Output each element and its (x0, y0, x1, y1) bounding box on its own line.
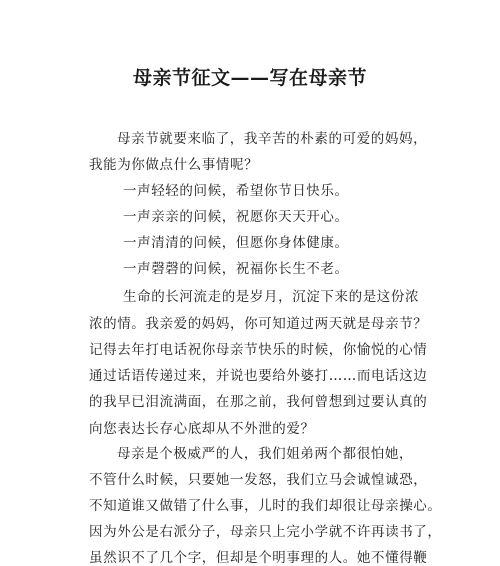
text-line: 通过话语传递过来，并说也要给外婆打……而电话这边 (89, 368, 428, 384)
text-line: 不管什么时候，只要她一发怒，我们立马会诚惶诚恐， (89, 472, 428, 488)
text-line: 向您表达长存心底却从不外泄的爱？ (89, 421, 315, 437)
text-line: 母亲是个极威严的人，我们姐弟两个都很怕她， (117, 446, 414, 462)
document-title: 母亲节征文——写在母亲节 (132, 67, 367, 89)
text-line: 浓的情。我亲爱的妈妈，你可知道过两天就是母亲节？ (89, 316, 428, 332)
text-line: 的我早已泪流满面，在那之前，我何曾想到过要认真的 (89, 394, 428, 410)
text-line: 母亲节就要来临了，我辛苦的朴素的可爱的妈妈， (117, 131, 428, 147)
text-line: 一声轻轻的问候，希望你节日快乐。 (123, 183, 349, 199)
text-line: 一声磬磬的问候，祝福你长生不老。 (123, 261, 349, 277)
text-line: 一声清清的问候，但愿你身体健康。 (123, 235, 349, 251)
text-line: 不知道谁又做错了什么事，儿时的我们却很让母亲操心。 (89, 498, 442, 514)
text-line: 因为外公是右派分子，母亲只上完小学就不许再读书了， (89, 524, 442, 540)
text-line: 记得去年打电话祝你母亲节快乐的时候，你愉悦的心情 (89, 342, 428, 358)
text-line: 虽然识不了几个字，但却是个明事理的人。她不懂得鞭 (89, 550, 428, 566)
text-line: 一声亲亲的问候，祝愿你天天开心。 (123, 209, 349, 225)
text-line: 我能为你做点什么事情呢？ (89, 157, 259, 173)
text-line: 生命的长河流走的是岁月，沉淀下来的是这份浓 (123, 289, 420, 305)
